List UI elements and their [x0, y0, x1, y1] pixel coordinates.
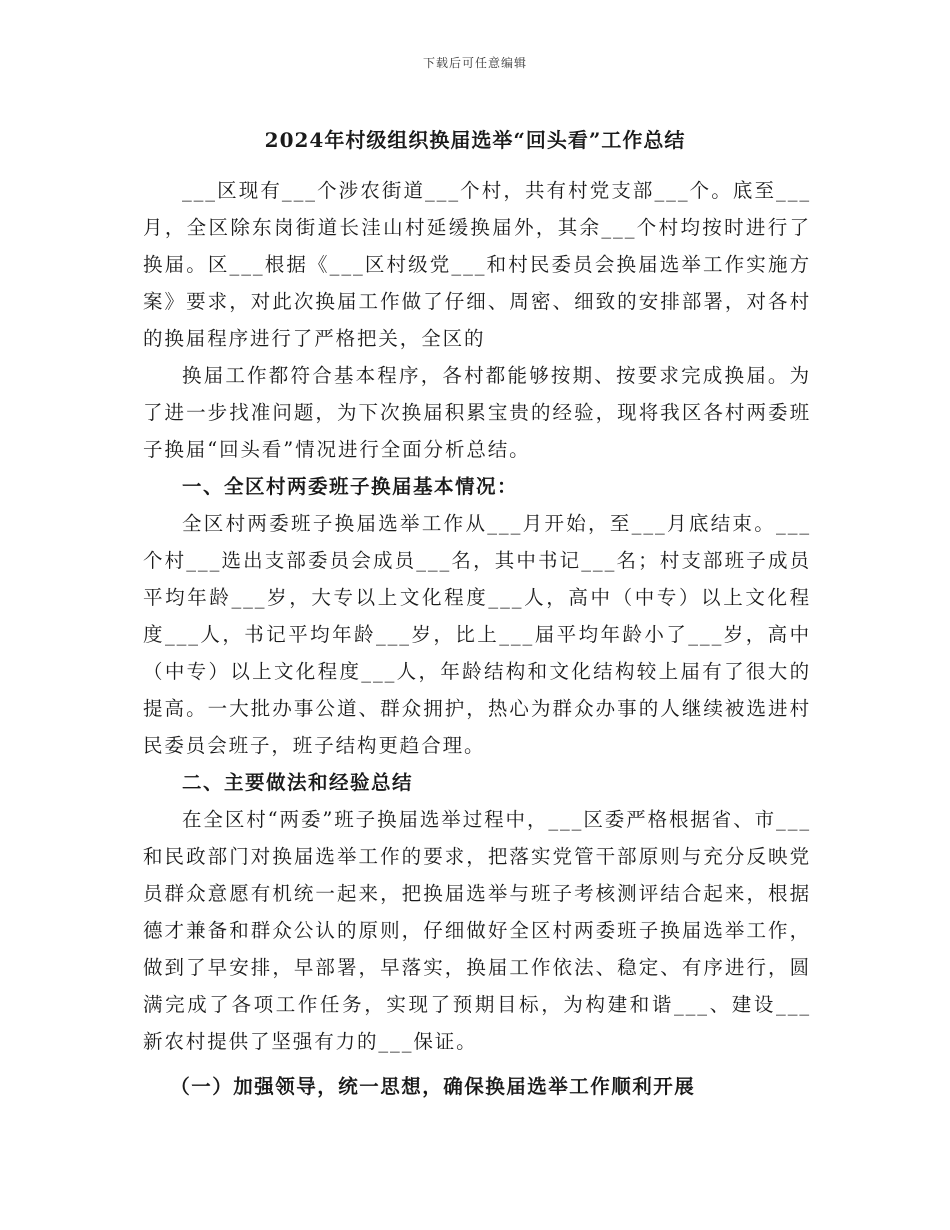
header-note: 下载后可任意编辑 — [422, 56, 527, 70]
paragraph-intro: ___区现有___个涉农街道___个村，共有村党支部___个。底至___月，全区除东岗街道长洼山村延缓换届外，其余___个村均按时进行了换届。区___根据《___区村级党___和村民委员会换届选举工作实施方案》要求，对此次换届工作做了仔细、周密、细致的安排部署，对各村的换届程序进行了严格把关，全区的 — [143, 179, 811, 350]
section-heading-1: 一、全区村两委班子换届基本情况： — [182, 475, 519, 498]
section-heading-2: 二、主要做法和经验总结 — [182, 771, 414, 794]
document-body — [143, 172, 811, 1105]
subsection-heading-1: （一）加强领导，统一思想，确保换届选举工作顺利开展 — [170, 1075, 696, 1098]
paragraph-intro-continued: 换届工作都符合基本程序，各村都能够按期、按要求完成换届。为了进一步找准问题，为下次换届积累宝贵的经验，现将我区各村两委班子换届“回头看”情况进行全面分析总结。 — [143, 364, 811, 461]
paragraph-section-2: 在全区村“两委”班子换届选举过程中，___区委严格根据省、市___和民政部门对换届选举工作的要求，把落实党管干部原则与充分反映党员群众意愿有机统一起来，把换届选举与班子考核测评结合起来，根据德才兼备和群众公认的原则，仔细做好全区村两委班子换届选举工作，做到了早安排，早部署，早落实，换届工作依法、稳定、有序进行，圆满完成了各项工作任务，实现了预期目标，为构建和谐___、建设___新农村提供了坚强有力的___保证。 — [143, 808, 811, 1053]
document-title: 2024年村级组织换届选举“回头看”工作总结 — [264, 128, 686, 152]
paragraph-section-1: 全区村两委班子换届选举工作从___月开始，至___月底结束。___个村___选出支部委员会成员___名，其中书记___名；村支部班子成员平均年龄___岁，大专以上文化程度___人，高中（中专）以上文化程度___人，书记平均年龄___岁，比上___届平均年龄小了___岁，高中（中专）以上文化程度___人，年龄结构和文化结构较上届有了很大的提高。一大批办事公道、群众拥护，热心为群众办事的人继续被选进村民委员会班子，班子结构更趋合理。 — [143, 512, 811, 757]
